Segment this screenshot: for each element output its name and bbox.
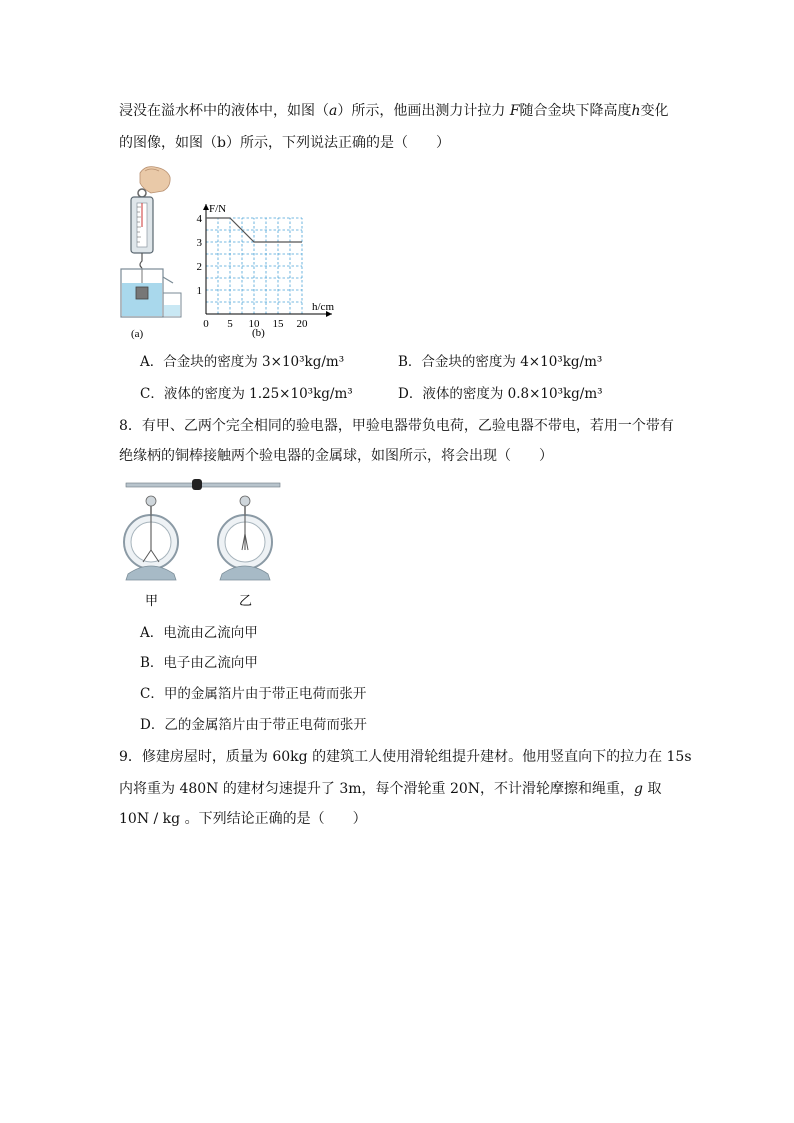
spring-scale-figure xyxy=(115,165,195,345)
force-height-chart xyxy=(190,196,340,346)
x-axis-label: h/cm xyxy=(312,301,334,313)
q7-option-a[interactable]: A．合金块的密度为 3×10³kg/m³ xyxy=(140,354,345,370)
y-tick-label: 3 xyxy=(196,237,202,249)
q8-option-c[interactable]: C．甲的金属箔片由于带正电荷而张开 xyxy=(140,686,367,702)
x-tick-label: 15 xyxy=(272,318,284,330)
electroscope-figure xyxy=(120,474,290,614)
chart-grid xyxy=(206,218,302,314)
q8-line-1: 8．有甲、乙两个完全相同的验电器，甲验电器带负电荷，乙验电器不带电，若用一个带有 xyxy=(119,418,674,434)
figure-b-label: (b) xyxy=(252,327,265,339)
q9-line-3: 10N / kg 。下列结论正确的是（ ） xyxy=(119,811,367,827)
q9-line-1: 9．修建房屋时，质量为 60kg 的建筑工人使用滑轮组提升建材。他用竖直向下的拉力在 15s xyxy=(119,749,692,765)
q7-line-1: 浸没在溢水杯中的液体中，如图（a）所示，他画出测力计拉力 F随合金块下降高度h变化 xyxy=(119,103,669,119)
y-tick-label: 4 xyxy=(196,213,202,225)
x-tick-label: 0 xyxy=(203,318,209,330)
q8-line-2: 绝缘柄的铜棒接触两个验电器的金属球，如图所示，将会出现（ ） xyxy=(119,448,553,464)
chart-ticks xyxy=(197,213,309,330)
label-jia: 甲 xyxy=(145,594,159,609)
label-yi: 乙 xyxy=(239,594,253,609)
y-tick-label: 2 xyxy=(196,261,202,273)
electroscope-jia xyxy=(124,496,178,580)
figure-a-label: (a) xyxy=(131,328,144,340)
q8-option-b[interactable]: B．电子由乙流向甲 xyxy=(140,655,258,671)
y-tick-label: 1 xyxy=(196,285,202,297)
q7-option-d[interactable]: D．液体的密度为 0.8×10³kg/m³ xyxy=(398,386,603,402)
q7-line-2: 的图像，如图（b）所示，下列说法正确的是（ ） xyxy=(119,135,450,151)
q8-option-a[interactable]: A．电流由乙流向甲 xyxy=(140,625,258,641)
q7-option-c[interactable]: C．液体的密度为 1.25×10³kg/m³ xyxy=(140,386,353,402)
q7-option-b[interactable]: B．合金块的密度为 4×10³kg/m³ xyxy=(398,354,603,370)
x-tick-label: 20 xyxy=(296,318,308,330)
x-tick-label: 5 xyxy=(227,318,233,330)
electroscope-yi xyxy=(218,496,272,580)
y-axis-label: F/N xyxy=(209,203,227,215)
q8-option-d[interactable]: D．乙的金属箔片由于带正电荷而张开 xyxy=(140,717,367,733)
q9-line-2: 内将重为 480N 的建材匀速提升了 3m，每个滑轮重 20N，不计滑轮摩擦和绳重，g 取 xyxy=(119,781,662,797)
x-tick-label: 10 xyxy=(248,318,260,330)
